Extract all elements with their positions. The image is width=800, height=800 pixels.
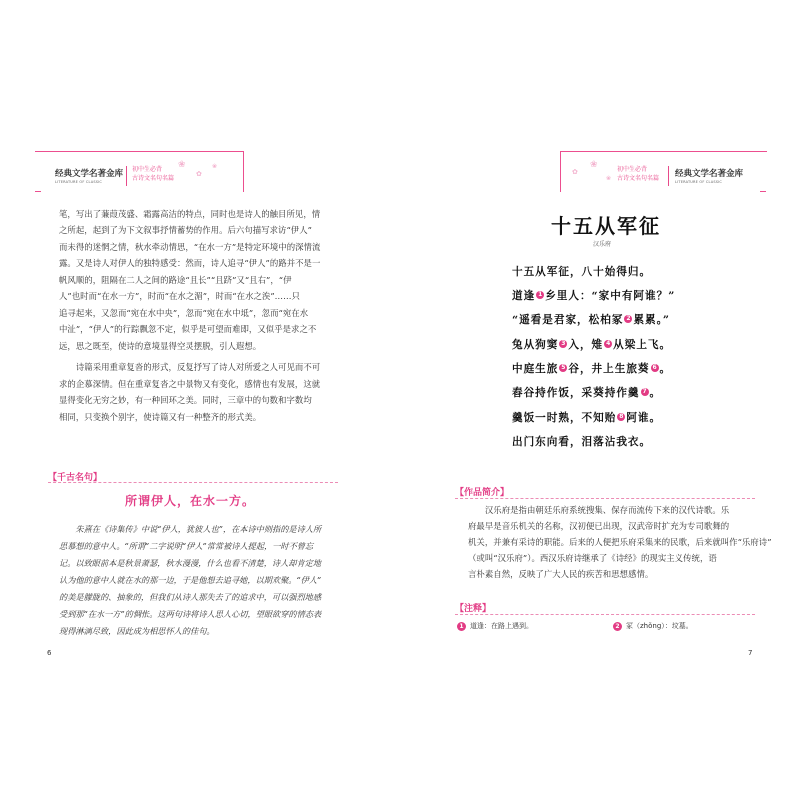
poem-text: 羹饭一时熟，不知贻 [512,412,617,424]
poem-text: 入，雉 [568,339,604,351]
poem-line [512,264,651,279]
poem-line [512,312,670,327]
work-intro-label: 【作品简介】 [455,488,510,498]
left-header-bottom-border [35,191,41,192]
poem-line [512,337,671,352]
paragraph-line: 之所起，起到了为下文叙事抒情蓄势的作用。后六句描写求访“伊人” [59,225,312,235]
explanation-line: 思慕想的意中人。“所谓”二字说明“伊人”常常被诗人提起，一时不曾忘 [59,541,314,551]
notes-label: 【注释】 [455,604,492,614]
annotation-number-badge: 1 [538,291,543,298]
poem-line [512,361,671,376]
intro-line: 机关，并兼有采诗的职能。后来的人便把乐府采集来的民歌，后来就叫作“乐府诗” [468,537,772,547]
paragraph-line: 远，思之既至，使诗的意境显得空灵摆脱，引人遐想。 [59,341,262,351]
paragraph-line: 求的企慕深情。但在重章复沓之中景物又有变化，感情也有发展，这就 [59,379,321,389]
flower-decoration-icon: ❀ [178,160,186,170]
paragraph-line: 而未得的迷惘之情，秋水牵动情思，“在水一方”是特定环境中的深情流 [59,242,321,252]
poem-text: “遥看是君家，松柏冢 [512,314,624,326]
poem-text: 累累。” [633,314,671,326]
flower-decoration-icon: ❀ [212,163,218,170]
poem-text: 。 [659,363,672,375]
left-series-title: 经典文学名著金库 [55,169,124,179]
left-header-tag-line2: 古诗文名句名篇 [132,175,175,182]
poem-text: 乡里人：“家中有阿谁？” [545,290,676,302]
note-item [456,621,533,631]
famous-line-quote: 所谓伊人，在水一方。 [125,494,256,508]
intro-line: 府最早是音乐机关的名称，汉初便已出现，汉武帝时扩充为专司歌舞的 [468,521,730,531]
note-number-badge: 1 [457,622,466,631]
flower-decoration-icon: ✿ [572,168,578,176]
poem-line [512,410,661,425]
poem-text: 十五从军征，八十始得归。 [512,266,652,278]
paragraph-line: 帆风顺的，阻隔在二人之间的路途“且长”“且跻”又“且右”，“伊 [59,275,292,285]
paragraph-line: 追寻起来，又忽而“宛在水中央”，忽而“宛在水中坻”，忽而“宛在水 [59,308,309,318]
explanation-line: 的美是朦胧的、抽象的，但我们从诗人那失去了的追求中，可以强烈地感 [59,592,322,602]
paragraph-line: 人”也时而“在水一方”，时而“在水之湄”，时而“在水之涘”……只 [59,291,300,301]
right-header-tag-line1: 初中生必背 [617,166,648,173]
annotation-number-badge: 6 [652,364,657,371]
poem-text: 出门东向看，泪落沾我衣。 [512,436,652,448]
poem-line [512,385,661,400]
intro-line: 汉乐府是指由朝廷乐府系统搜集、保存而流传下来的汉代诗歌。乐 [468,505,730,515]
intro-line: 言朴素自然，反映了广大人民的疾苦和思想感情。 [468,569,654,579]
flower-decoration-icon: ❀ [590,160,598,170]
poem-line [512,288,675,303]
poem-text: 从梁上飞。 [613,339,672,351]
paragraph-line: 笔，写出了蒹葭茂盛、霜露高洁的特点，同时也是诗人的触目所见，情 [59,209,321,219]
annotation-number-badge: 8 [619,413,624,420]
flower-decoration-icon: ✿ [196,170,202,178]
note-text: 道逢：在路上遇到。 [470,622,533,630]
poem-text: 。 [649,387,662,399]
poem-text: 道逢 [512,290,536,302]
poem-text: 阿谁。 [626,412,662,424]
annotation-number-badge: 4 [606,340,611,347]
left-header-tag-line1: 初中生必背 [132,166,163,173]
poem-title: 十五从军征 [551,214,661,238]
annotation-number-badge: 5 [561,364,566,371]
famous-line-label: 【千古名句】 [48,473,103,483]
intro-line: （或叫“汉乐府”）。西汉乐府诗继承了《诗经》的现实主义传统，语 [468,553,717,563]
note-item [612,621,693,631]
explanation-line: 记。以致眼前本是秋景萧瑟，秋水漫漫，什么也看不清楚，诗人却肯定地 [59,558,322,568]
right-series-subtitle: LITERATURE OF CLASSIC [675,180,723,184]
paragraph-line: 显得变化无穷之妙，有一种回环之美。同时，三章中的句数和字数均 [59,395,312,405]
explanation-line: 现得淋漓尽致，因此成为相思怀人的佳句。 [59,626,215,636]
right-page-number: 7 [748,649,753,657]
flower-decoration-icon: ❀ [606,175,612,182]
poem-line [512,434,651,449]
annotation-number-badge: 2 [626,315,631,322]
note-text: 冢（zhǒng）：坟墓。 [626,622,693,630]
poem-author: 汉乐府 [593,241,612,248]
right-header-tag-line2: 古诗文名句名篇 [617,175,660,182]
explanation-line: 认为他的意中人就在水的那一边，于是他想去追寻她，以期欢聚。“伊人” [59,575,322,585]
poem-text: 谷，井上生旅葵 [568,363,650,375]
note-number-badge: 2 [613,622,622,631]
right-header-bottom-border [760,191,766,192]
explanation-line: 受到那“在水一方”的惆怅。这两句诗将诗人思人心切，望眼欲穿的情态表 [59,609,322,619]
section-divider [48,482,338,483]
right-series-title: 经典文学名著金库 [675,169,744,179]
poem-text: 中庭生旅 [512,363,559,375]
paragraph-line: 相同，只变换个别字，使诗篇又有一种整齐的形式美。 [59,412,262,422]
left-series-subtitle: LITERATURE OF CLASSIC [55,180,103,184]
left-header-divider [126,166,127,186]
left-page-number: 6 [47,649,52,657]
section-divider [455,498,755,499]
paragraph-line: 诗篇采用重章复沓的形式，反复抒写了诗人对所爱之人可见而不可 [59,362,321,372]
paragraph-line: 露。又是诗人对伊人的独特感受：然而，诗人追寻“伊人”的路并不是一 [59,258,321,268]
right-header-divider [668,166,669,186]
explanation-line: 朱熹在《诗集传》中说“伊人，犹彼人也”，在本诗中则指的是诗人所 [59,524,322,534]
poem-text: 舂谷持作饭，采葵持作羹 [512,387,640,399]
section-divider [455,614,755,615]
annotation-number-badge: 7 [642,388,647,395]
paragraph-line: 中沚”，“伊人”的行踪飘忽不定，似乎是可望而难即，又似乎是求之不 [59,324,317,334]
poem-text: 兔从狗窦 [512,339,559,351]
annotation-number-badge: 3 [561,340,566,347]
